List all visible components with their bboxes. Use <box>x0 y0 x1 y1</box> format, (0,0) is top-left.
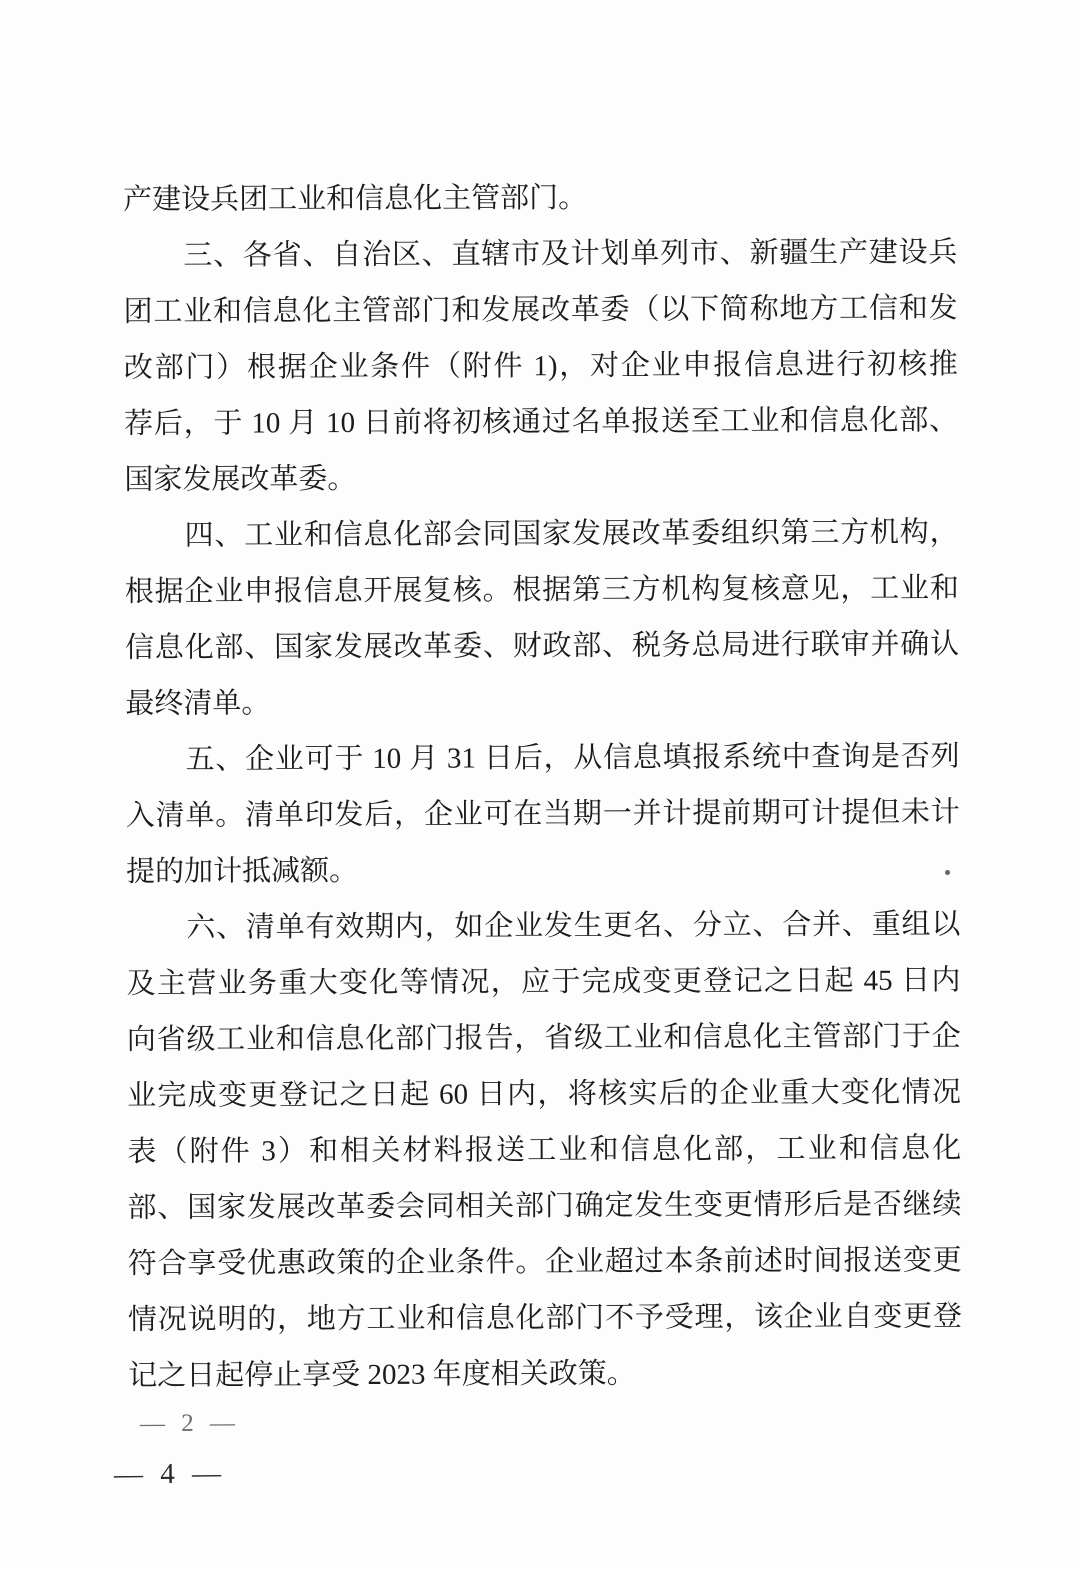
text-line: 六、清单有效期内，如企业发生更名、分立、合并、重组以 <box>186 908 961 944</box>
text-line: 荐后，于 10 月 10 日前将初核通过名单报送至工业和信息化部、 <box>124 404 959 440</box>
text-line: 入清单。清单印发后，企业可在当期一并计提前期可计提但未计 <box>125 796 960 832</box>
text-line: 业完成变更登记之日起 60 日内，将核实后的企业重大变化情况 <box>126 1076 962 1112</box>
document-body <box>123 168 962 1404</box>
text-line: 四、工业和信息化部会同国家发展改革委组织第三方机构， <box>184 516 959 552</box>
text-line: 及主营业务重大变化等情况，应于完成变更登记之日起 45 日内 <box>126 964 961 1000</box>
scan-artifact-dot <box>945 870 950 875</box>
text-line: 三、各省、自治区、直辖市及计划单列市、新疆生产建设兵 <box>183 236 958 272</box>
text-line: 向省级工业和信息化部门报告，省级工业和信息化主管部门于企 <box>126 1020 961 1056</box>
text-line: 记之日起停止享受 2023 年度相关政策。 <box>128 1357 636 1392</box>
text-line: 根据企业申报信息开展复核。根据第三方机构复核意见，工业和 <box>124 572 959 608</box>
page-number-secondary: — 2 — <box>139 1409 241 1438</box>
text-line: 改部门）根据企业条件（附件 1)，对企业申报信息进行初核推 <box>123 348 958 384</box>
text-line: 信息化部、国家发展改革委、财政部、税务总局进行联审并确认 <box>125 628 960 664</box>
text-line: 五、企业可于 10 月 31 日后，从信息填报系统中查询是否列 <box>185 740 960 776</box>
text-line: 情况说明的，地方工业和信息化部门不予受理，该企业自变更登 <box>127 1300 963 1336</box>
text-line: 国家发展改革委。 <box>124 462 357 496</box>
text-line: 提的加计抵减额。 <box>125 854 359 888</box>
text-line: 表（附件 3）和相关材料报送工业和信息化部，工业和信息化 <box>127 1132 962 1168</box>
text-line: 部、国家发展改革委会同相关部门确定发生变更情形后是否继续 <box>127 1188 962 1224</box>
text-line: 符合享受优惠政策的企业条件。企业超过本条前述时间报送变更 <box>127 1244 962 1280</box>
text-line: 产建设兵团工业和信息化主管部门。 <box>123 181 588 216</box>
text-line: 团工业和信息化主管部门和发展改革委（以下简称地方工信和发 <box>123 292 958 328</box>
page-number-primary: — 4 — <box>113 1457 227 1491</box>
text-line: 最终清单。 <box>125 687 271 720</box>
